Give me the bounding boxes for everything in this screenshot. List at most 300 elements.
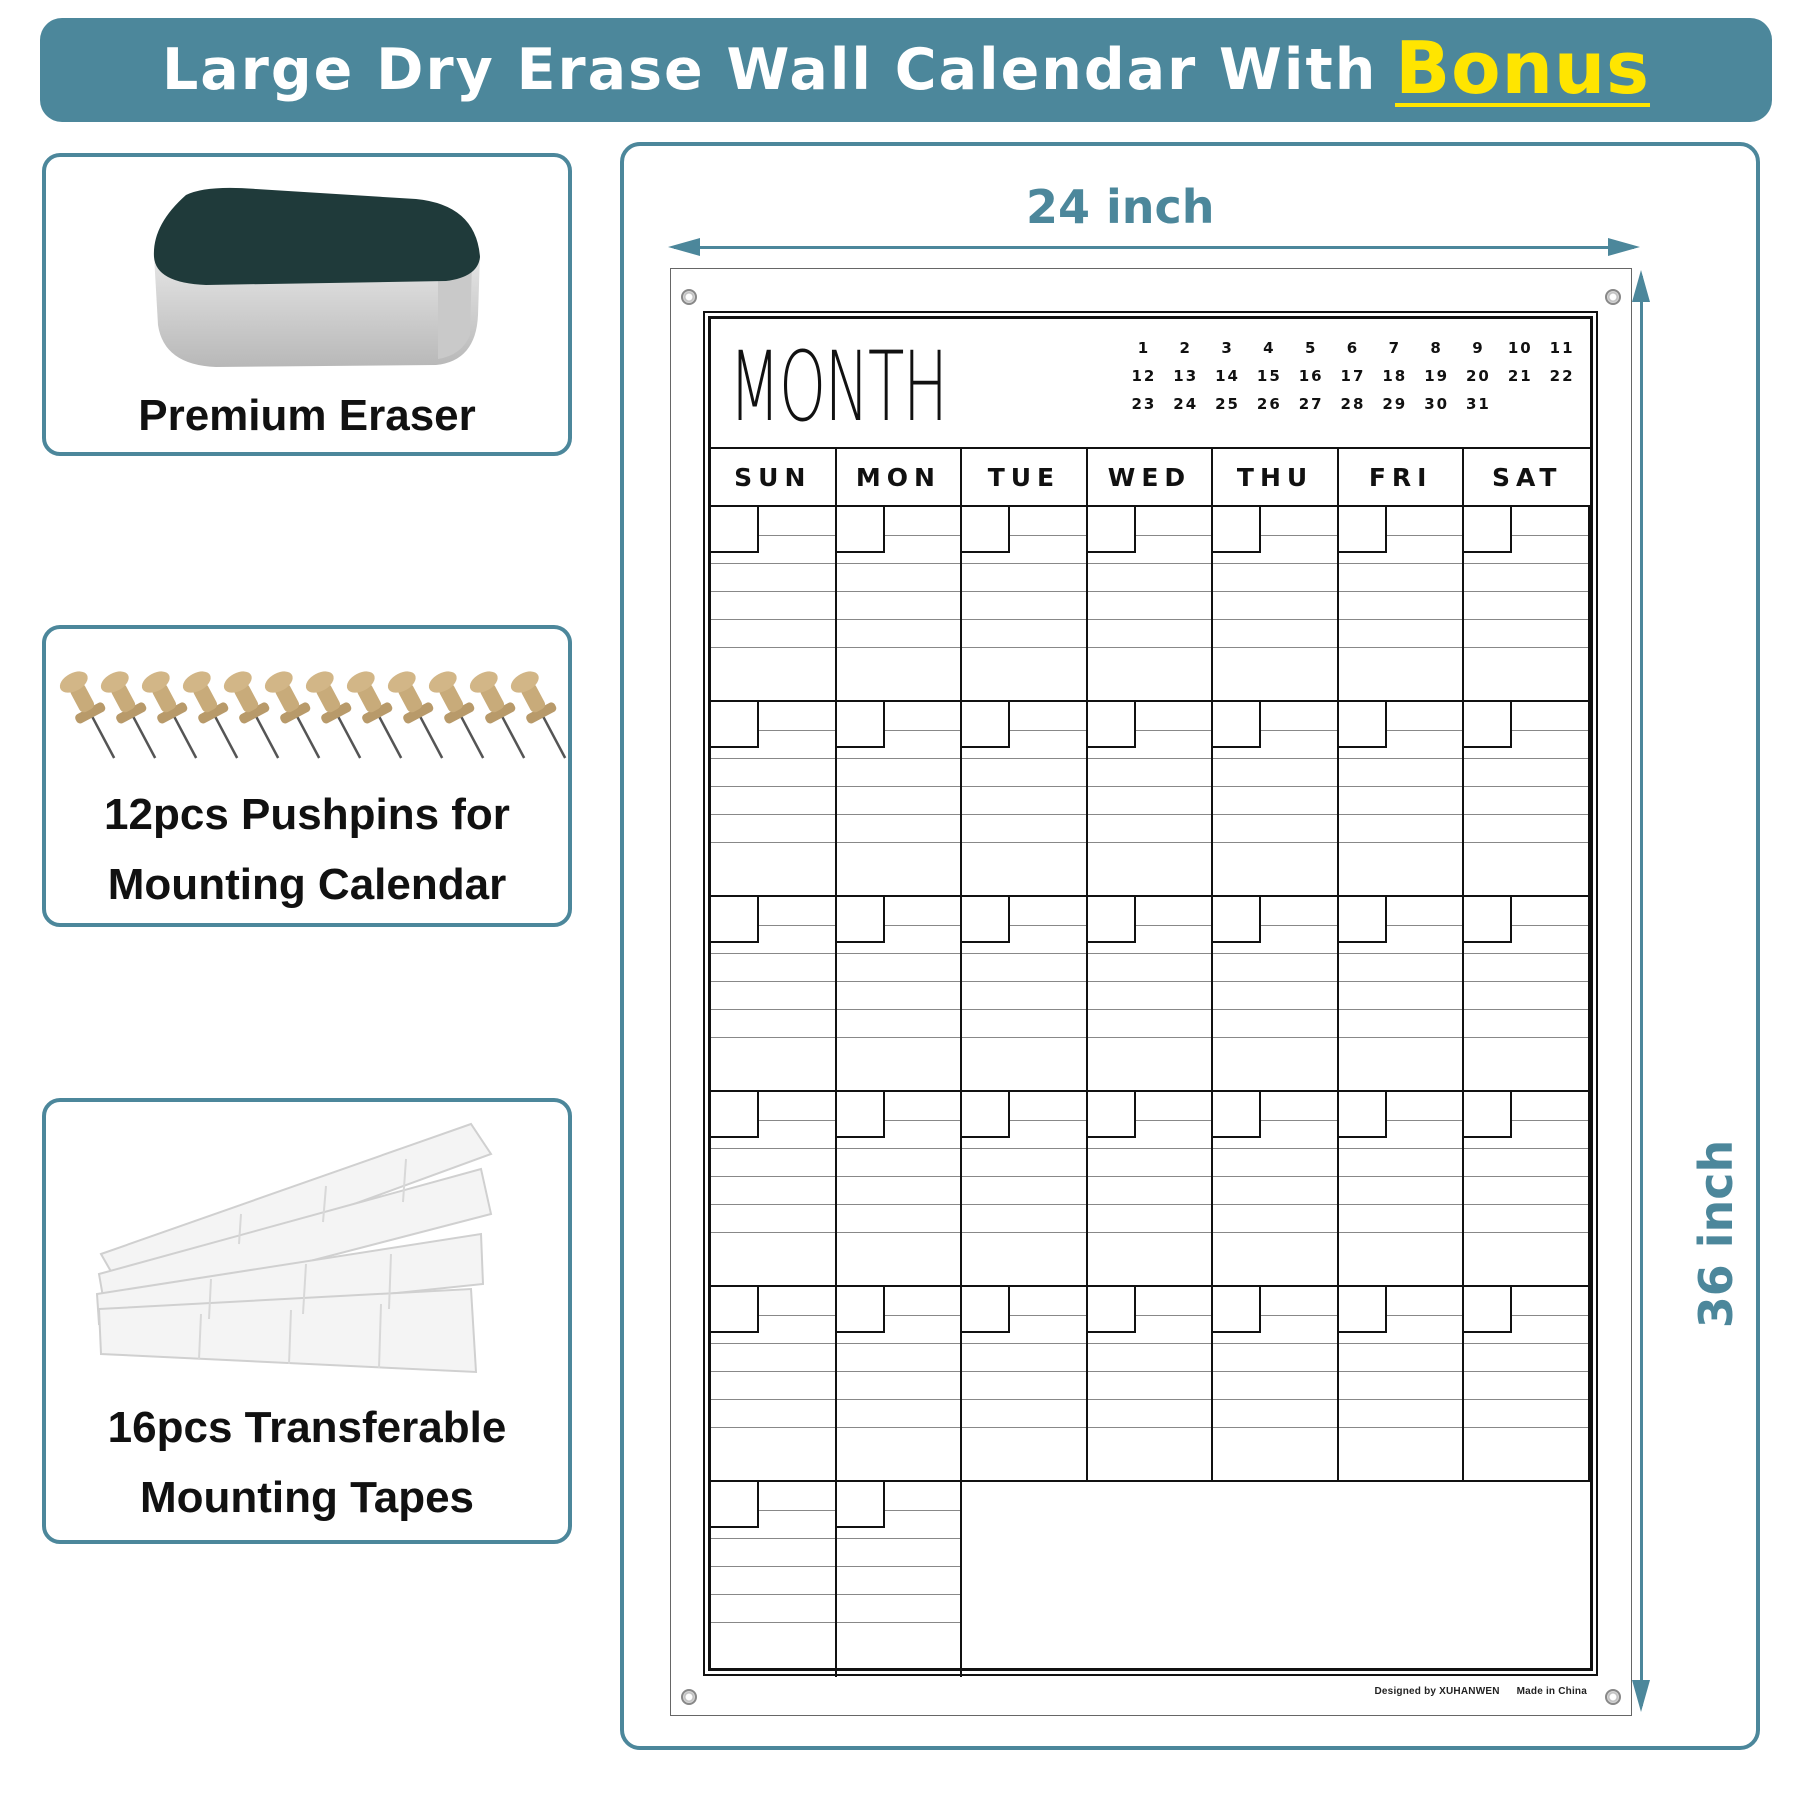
rule-line	[1088, 1427, 1212, 1428]
rule-line	[1339, 1176, 1463, 1177]
date-box	[711, 1482, 759, 1528]
rule-line	[1464, 1371, 1588, 1372]
day-cell[interactable]	[711, 1287, 837, 1482]
rule-line	[759, 730, 835, 731]
rule-line	[1213, 647, 1337, 648]
date-box	[711, 507, 759, 553]
rule-line	[759, 1315, 835, 1316]
rule-line	[1464, 619, 1588, 620]
day-number: 31	[1466, 395, 1491, 413]
rule-line	[1088, 647, 1212, 648]
rule-line	[1339, 981, 1463, 982]
rule-line	[1136, 730, 1212, 731]
calendar-panel	[620, 142, 1760, 1750]
rule-line	[1339, 1009, 1463, 1010]
eraser-image	[146, 185, 486, 370]
rule-line	[1136, 1120, 1212, 1121]
rule-line	[962, 842, 1086, 843]
day-number: 27	[1298, 395, 1324, 413]
day-cell[interactable]	[1464, 507, 1590, 702]
rule-line	[962, 1232, 1086, 1233]
date-box	[711, 702, 759, 748]
date-box	[1088, 897, 1136, 943]
rule-line	[962, 591, 1086, 592]
width-arrow-left-head	[668, 238, 700, 256]
mounting-tapes-image	[91, 1114, 536, 1384]
rule-line	[837, 814, 961, 815]
rule-line	[1213, 1399, 1337, 1400]
bonus-card-mounting-tapes	[42, 1098, 572, 1544]
rule-line	[711, 1594, 835, 1595]
rule-line	[1088, 1232, 1212, 1233]
rule-line	[1339, 1148, 1463, 1149]
day-cell[interactable]	[962, 1287, 1088, 1482]
date-box	[1339, 702, 1387, 748]
day-cell[interactable]	[1339, 702, 1465, 897]
date-box	[1339, 507, 1387, 553]
day-cell[interactable]	[1464, 1092, 1590, 1287]
rule-line	[962, 1343, 1086, 1344]
rule-line	[837, 1037, 961, 1038]
rule-line	[711, 1371, 835, 1372]
rule-line	[1213, 814, 1337, 815]
grommet-icon	[1605, 1689, 1621, 1705]
rule-line	[837, 1371, 961, 1372]
rule-line	[837, 842, 961, 843]
rule-line	[1339, 563, 1463, 564]
day-cell[interactable]	[1464, 897, 1590, 1092]
day-number: 5	[1304, 339, 1318, 357]
day-cell[interactable]	[837, 1092, 963, 1287]
rule-line	[837, 786, 961, 787]
rule-line	[837, 1538, 961, 1539]
rule-line	[1512, 730, 1588, 731]
rule-line	[1339, 1204, 1463, 1205]
rule-line	[1010, 1120, 1086, 1121]
rule-line	[1088, 1009, 1212, 1010]
rule-line	[711, 1343, 835, 1344]
rule-line	[1339, 1343, 1463, 1344]
rule-line	[711, 758, 835, 759]
rule-line	[1464, 1204, 1588, 1205]
rule-line	[1088, 814, 1212, 815]
day-number: 11	[1549, 339, 1575, 357]
rule-line	[1339, 591, 1463, 592]
made-in-label: Made in China	[1516, 1686, 1587, 1697]
rule-line	[1088, 758, 1212, 759]
rule-line	[1464, 1009, 1588, 1010]
day-cell[interactable]	[1213, 897, 1339, 1092]
grommet-icon	[1605, 289, 1621, 305]
calendar-header	[711, 319, 1590, 449]
rule-line	[1213, 1204, 1337, 1205]
day-cell[interactable]	[1464, 702, 1590, 897]
rule-line	[1339, 842, 1463, 843]
pushpin-icon	[506, 667, 568, 766]
rule-line	[1213, 1176, 1337, 1177]
date-box	[962, 702, 1010, 748]
day-number: 3	[1221, 339, 1234, 357]
rule-line	[1088, 1176, 1212, 1177]
rule-line	[962, 953, 1086, 954]
day-number: 30	[1424, 395, 1450, 413]
day-number: 1	[1137, 339, 1151, 357]
day-cell[interactable]	[1339, 1092, 1465, 1287]
date-box	[1088, 1287, 1136, 1333]
rule-line	[1387, 1315, 1463, 1316]
day-number: 6	[1346, 339, 1360, 357]
day-cell[interactable]	[1339, 1287, 1465, 1482]
rule-line	[711, 563, 835, 564]
rule-line	[1213, 786, 1337, 787]
rule-line	[1387, 535, 1463, 536]
day-cell[interactable]	[837, 897, 963, 1092]
rule-line	[837, 1566, 961, 1567]
rule-line	[837, 1009, 961, 1010]
rule-line	[1010, 1315, 1086, 1316]
rule-line	[837, 591, 961, 592]
rule-line	[962, 1176, 1086, 1177]
rule-line	[1464, 1343, 1588, 1344]
rule-line	[759, 1120, 835, 1121]
rule-line	[962, 1371, 1086, 1372]
date-box	[1339, 1092, 1387, 1138]
rule-line	[1213, 619, 1337, 620]
date-box	[837, 702, 885, 748]
rule-line	[711, 1538, 835, 1539]
calendar-board	[703, 311, 1598, 1676]
date-box	[962, 1092, 1010, 1138]
rule-line	[1339, 786, 1463, 787]
rule-line	[711, 619, 835, 620]
rule-line	[1339, 953, 1463, 954]
day-cell[interactable]	[962, 702, 1088, 897]
rule-line	[837, 1594, 961, 1595]
rule-line	[837, 1204, 961, 1205]
day-number: 18	[1382, 367, 1408, 385]
rule-line	[962, 1148, 1086, 1149]
rule-line	[1213, 563, 1337, 564]
rule-line	[1339, 1037, 1463, 1038]
day-number: 16	[1298, 367, 1324, 385]
date-box	[1464, 507, 1512, 553]
eraser-label: Premium Eraser	[138, 391, 476, 440]
rule-line	[711, 591, 835, 592]
bonus-card-pushpins	[42, 625, 572, 927]
day-cell[interactable]	[1213, 507, 1339, 702]
rule-line	[1088, 1371, 1212, 1372]
day-cell[interactable]	[837, 1287, 963, 1482]
rule-line	[1464, 563, 1588, 564]
day-cell[interactable]	[837, 507, 963, 702]
rule-line	[1213, 1427, 1337, 1428]
rule-line	[1261, 1120, 1337, 1121]
rule-line	[1261, 535, 1337, 536]
day-cell[interactable]	[711, 897, 837, 1092]
rule-line	[711, 786, 835, 787]
rule-line	[711, 1232, 835, 1233]
date-box	[837, 1287, 885, 1333]
rule-line	[1213, 758, 1337, 759]
rule-line	[1213, 1371, 1337, 1372]
date-box	[1213, 897, 1261, 943]
rule-line	[711, 1399, 835, 1400]
day-cell[interactable]	[1088, 507, 1214, 702]
day-number: 28	[1340, 395, 1366, 413]
day-cell[interactable]	[711, 702, 837, 897]
rule-line	[962, 786, 1086, 787]
rule-line	[1387, 1120, 1463, 1121]
rule-line	[962, 1009, 1086, 1010]
grommet-icon	[681, 289, 697, 305]
rule-line	[1136, 925, 1212, 926]
rule-line	[837, 647, 961, 648]
day-number: 19	[1424, 367, 1450, 385]
day-cell[interactable]	[962, 1092, 1088, 1287]
day-cell[interactable]	[837, 1482, 963, 1677]
day-cell[interactable]	[1088, 702, 1214, 897]
rule-line	[1464, 814, 1588, 815]
banner-bonus-highlight: Bonus	[1395, 26, 1651, 110]
rule-line	[711, 981, 835, 982]
day-cell[interactable]	[1213, 1287, 1339, 1482]
rule-line	[1464, 1037, 1588, 1038]
day-number: 21	[1507, 367, 1533, 385]
rule-line	[1088, 1037, 1212, 1038]
rule-line	[837, 1176, 961, 1177]
rule-line	[1010, 925, 1086, 926]
designer-credit: Designed by XUHANWEN	[1374, 1686, 1500, 1697]
date-box	[1088, 1092, 1136, 1138]
month-label: MONTH	[729, 331, 947, 443]
rule-line	[1213, 1343, 1337, 1344]
rule-line	[1088, 563, 1212, 564]
date-box	[962, 897, 1010, 943]
rule-line	[1512, 925, 1588, 926]
rule-line	[885, 1510, 961, 1511]
rule-line	[962, 758, 1086, 759]
rule-line	[711, 1009, 835, 1010]
rule-line	[962, 1399, 1086, 1400]
day-cell[interactable]	[711, 507, 837, 702]
day-cell[interactable]	[1088, 1092, 1214, 1287]
grommet-icon	[681, 1689, 697, 1705]
day-number: 12	[1131, 367, 1157, 385]
day-number: 8	[1430, 339, 1443, 357]
calendar-grid	[711, 507, 1590, 1677]
rule-line	[885, 925, 961, 926]
rule-line	[1339, 1399, 1463, 1400]
rule-line	[1088, 981, 1212, 982]
rule-line	[759, 1510, 835, 1511]
rule-line	[1464, 591, 1588, 592]
date-box	[1213, 702, 1261, 748]
day-cell[interactable]	[962, 507, 1088, 702]
tapes-label-line1: 16pcs Transferable	[107, 1403, 507, 1452]
height-arrow-bottom-head	[1632, 1680, 1650, 1712]
rule-line	[711, 1427, 835, 1428]
rule-line	[1088, 786, 1212, 787]
weekday-header-row	[711, 449, 1590, 507]
pushpins-label-line2: Mounting Calendar	[107, 860, 507, 909]
day-cell[interactable]	[962, 897, 1088, 1092]
rule-line	[1088, 1343, 1212, 1344]
rule-line	[837, 619, 961, 620]
rule-line	[1339, 814, 1463, 815]
sheet-footer	[1361, 1686, 1588, 1697]
rule-line	[1464, 953, 1588, 954]
rule-line	[962, 981, 1086, 982]
banner-title: Large Dry Erase Wall Calendar With	[161, 37, 1378, 103]
day-cell[interactable]	[711, 1092, 837, 1287]
day-number: 7	[1388, 339, 1402, 357]
weekday-fri: FRI	[1339, 449, 1465, 505]
rule-line	[1464, 981, 1588, 982]
rule-line	[837, 563, 961, 564]
day-number: 4	[1263, 339, 1276, 357]
day-number: 13	[1173, 367, 1199, 385]
rule-line	[837, 1232, 961, 1233]
rule-line	[1136, 535, 1212, 536]
rule-line	[1464, 1427, 1588, 1428]
date-box	[711, 1287, 759, 1333]
width-arrow	[674, 246, 1634, 249]
pushpins-image	[54, 661, 568, 771]
rule-line	[837, 1148, 961, 1149]
rule-line	[1464, 786, 1588, 787]
date-box	[962, 507, 1010, 553]
rule-line	[1464, 842, 1588, 843]
rule-line	[1010, 535, 1086, 536]
date-box	[1213, 507, 1261, 553]
day-number: 15	[1256, 367, 1282, 385]
date-box	[1464, 897, 1512, 943]
rule-line	[711, 814, 835, 815]
rule-line	[1088, 619, 1212, 620]
rule-line	[1088, 1148, 1212, 1149]
rule-line	[1261, 730, 1337, 731]
day-number: 23	[1131, 395, 1157, 413]
day-number: 9	[1472, 339, 1485, 357]
rule-line	[962, 1427, 1086, 1428]
day-cell[interactable]	[1213, 1092, 1339, 1287]
rule-line	[1261, 925, 1337, 926]
rule-line	[1213, 1009, 1337, 1010]
day-number: 20	[1466, 367, 1491, 385]
day-cell[interactable]	[1088, 897, 1214, 1092]
rule-line	[962, 647, 1086, 648]
day-number: 26	[1256, 395, 1282, 413]
date-box	[962, 1287, 1010, 1333]
day-cell[interactable]	[1464, 1287, 1590, 1482]
weekday-mon: MON	[837, 449, 963, 505]
title-banner	[40, 18, 1772, 122]
date-box	[837, 1092, 885, 1138]
weekday-thu: THU	[1213, 449, 1339, 505]
rule-line	[1088, 842, 1212, 843]
rule-line	[837, 1427, 961, 1428]
day-number: 25	[1215, 395, 1240, 413]
rule-line	[711, 647, 835, 648]
date-box	[1464, 702, 1512, 748]
rule-line	[711, 953, 835, 954]
rule-line	[711, 1204, 835, 1205]
day-number: 17	[1340, 367, 1366, 385]
rule-line	[962, 814, 1086, 815]
rule-line	[1464, 1148, 1588, 1149]
rule-line	[837, 1399, 961, 1400]
rule-line	[711, 842, 835, 843]
date-box	[837, 507, 885, 553]
day-cell[interactable]	[711, 1482, 837, 1677]
date-box	[1213, 1287, 1261, 1333]
date-box	[837, 897, 885, 943]
date-box	[1339, 897, 1387, 943]
rule-line	[1088, 953, 1212, 954]
date-box	[1339, 1287, 1387, 1333]
day-cell[interactable]	[1088, 1287, 1214, 1482]
rule-line	[837, 1622, 961, 1623]
date-box	[1464, 1092, 1512, 1138]
day-number-strip	[1123, 339, 1583, 413]
day-cell[interactable]	[1213, 702, 1339, 897]
rule-line	[1464, 1232, 1588, 1233]
day-number: 2	[1179, 339, 1192, 357]
rule-line	[1464, 758, 1588, 759]
rule-line	[1339, 1371, 1463, 1372]
rule-line	[1339, 1232, 1463, 1233]
rule-line	[1213, 1232, 1337, 1233]
rule-line	[1464, 1176, 1588, 1177]
rule-line	[885, 535, 961, 536]
rule-line	[837, 1343, 961, 1344]
width-dimension-label: 24 inch	[1026, 180, 1215, 234]
rule-line	[1512, 535, 1588, 536]
rule-line	[885, 1120, 961, 1121]
rule-line	[711, 1176, 835, 1177]
day-cell[interactable]	[1339, 507, 1465, 702]
rule-line	[759, 925, 835, 926]
rule-line	[885, 1315, 961, 1316]
date-box	[1088, 702, 1136, 748]
day-cell[interactable]	[1339, 897, 1465, 1092]
rule-line	[711, 1037, 835, 1038]
rule-line	[1088, 1204, 1212, 1205]
rule-line	[837, 758, 961, 759]
rule-line	[962, 619, 1086, 620]
rule-line	[711, 1566, 835, 1567]
rule-line	[1213, 1037, 1337, 1038]
rule-line	[837, 981, 961, 982]
rule-line	[1387, 925, 1463, 926]
day-cell[interactable]	[837, 702, 963, 897]
rule-line	[962, 563, 1086, 564]
rule-line	[962, 1037, 1086, 1038]
rule-line	[1261, 1315, 1337, 1316]
weekday-tue: TUE	[962, 449, 1088, 505]
tapes-label-line2: Mounting Tapes	[139, 1473, 475, 1522]
rule-line	[1010, 730, 1086, 731]
height-dimension-label: 36 inch	[1689, 1139, 1743, 1329]
rule-line	[1464, 647, 1588, 648]
day-number: 22	[1549, 367, 1575, 385]
calendar-sheet	[670, 268, 1632, 1716]
rule-line	[1088, 591, 1212, 592]
rule-line	[885, 730, 961, 731]
date-box	[711, 1092, 759, 1138]
rule-line	[1387, 730, 1463, 731]
rule-line	[1512, 1120, 1588, 1121]
